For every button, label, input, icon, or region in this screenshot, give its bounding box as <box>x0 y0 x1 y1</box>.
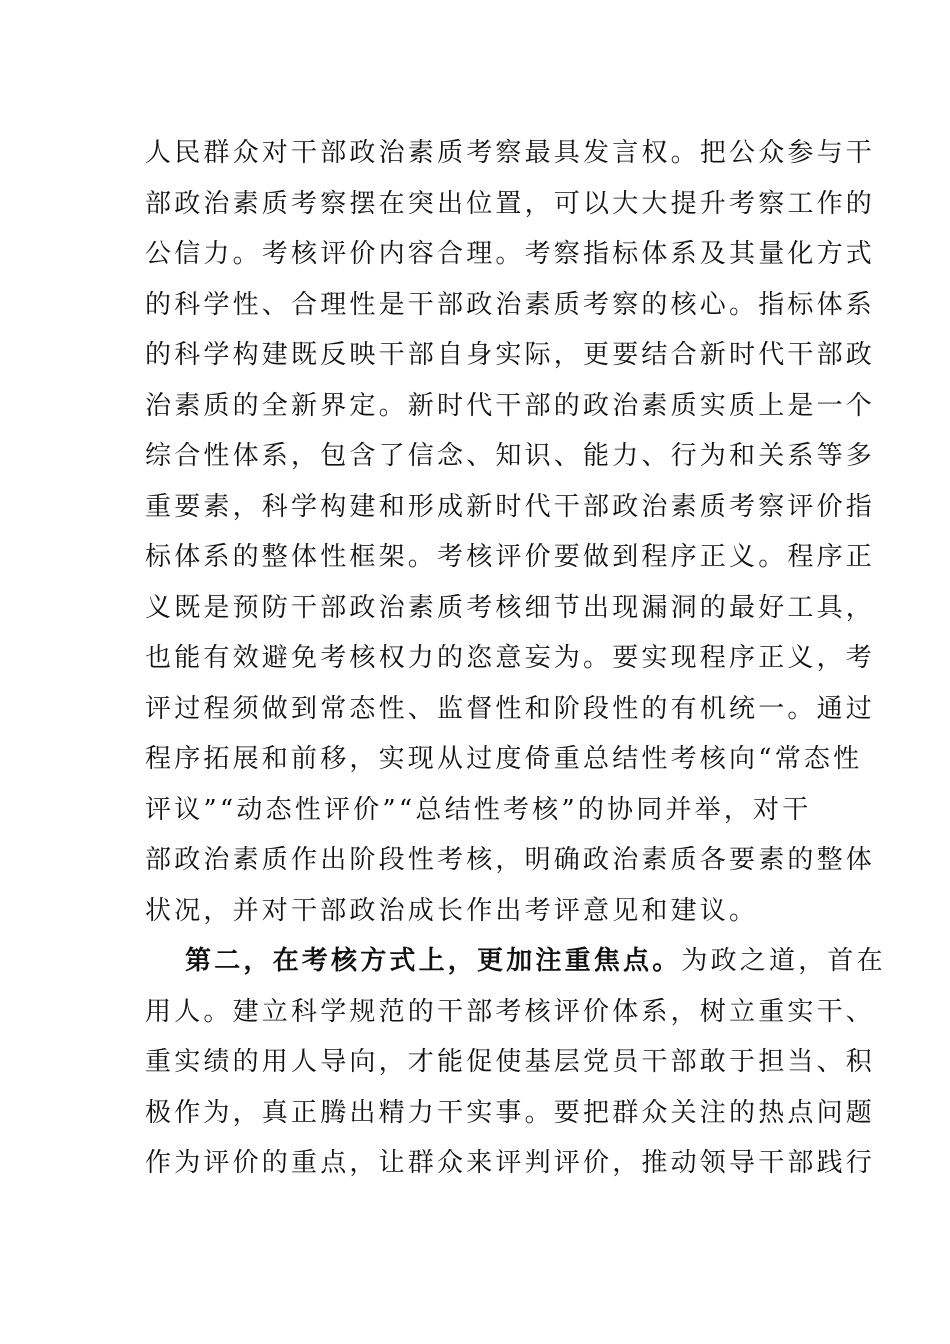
text-run: 为政之道，首在 <box>681 946 886 976</box>
text-line: 的科学性、合理性是干部政治素质考察的核心。指标体系 <box>145 289 876 320</box>
text-line: 也能有效避免考核权力的恣意妄为。要实现程序正义，考 <box>145 643 876 673</box>
text-line: 综合性体系，包含了信念、知识、能力、行为和关系等多 <box>145 441 876 471</box>
text-line: 治素质的全新界定。新时代干部的政治素质实质上是一个 <box>145 390 876 421</box>
text-line: 极作为，真正腾出精力干实事。要把群众关注的热点问题 <box>145 1097 876 1128</box>
text-line: 公信力。考核评价内容合理。考察指标体系及其量化方式 <box>145 239 876 269</box>
text-line: 作为评价的重点，让群众来评判评价，推动领导干部践行 <box>145 1148 876 1178</box>
text-line: 评过程须做到常态性、监督性和阶段性的有机统一。通过 <box>145 693 876 724</box>
text-line: 部政治素质作出阶段性考核，明确政治素质各要素的整体 <box>145 845 876 875</box>
text-line: 义既是预防干部政治素质考核细节出现漏洞的最好工具， <box>145 592 876 623</box>
paragraph-2 <box>145 936 886 1189</box>
text-line: 标体系的整体性框架。考核评价要做到程序正义。程序正 <box>145 542 876 572</box>
text-line: 部政治素质考察摆在突出位置，可以大大提升考察工作的 <box>145 188 876 219</box>
text-line: 用人。建立科学规范的干部考核评价体系，树立重实干、 <box>145 996 876 1027</box>
text-line: 人民群众对干部政治素质考察最具发言权。把公众参与干 <box>145 138 876 168</box>
text-line: 的科学构建既反映干部自身实际，更要结合新时代干部政 <box>145 340 876 370</box>
text-line: 状况，并对干部政治成长作出考评意见和建议。 <box>145 895 759 926</box>
text-line: 程序拓展和前移，实现从过度倚重总结性考核向“常态性 <box>145 744 863 774</box>
text-line-first <box>145 936 886 987</box>
text-line: 重要素，科学构建和形成新时代干部政治素质考察评价指 <box>145 491 876 522</box>
section-heading: 第二，在考核方式上，更加注重焦点。 <box>185 946 682 976</box>
text-line: 评议”“动态性评价”“总结性考核”的协同并举，对干 <box>145 794 812 825</box>
text-line: 重实绩的用人导向，才能促使基层党员干部敢于担当、积 <box>145 1047 876 1077</box>
paragraph-1 <box>145 128 876 936</box>
